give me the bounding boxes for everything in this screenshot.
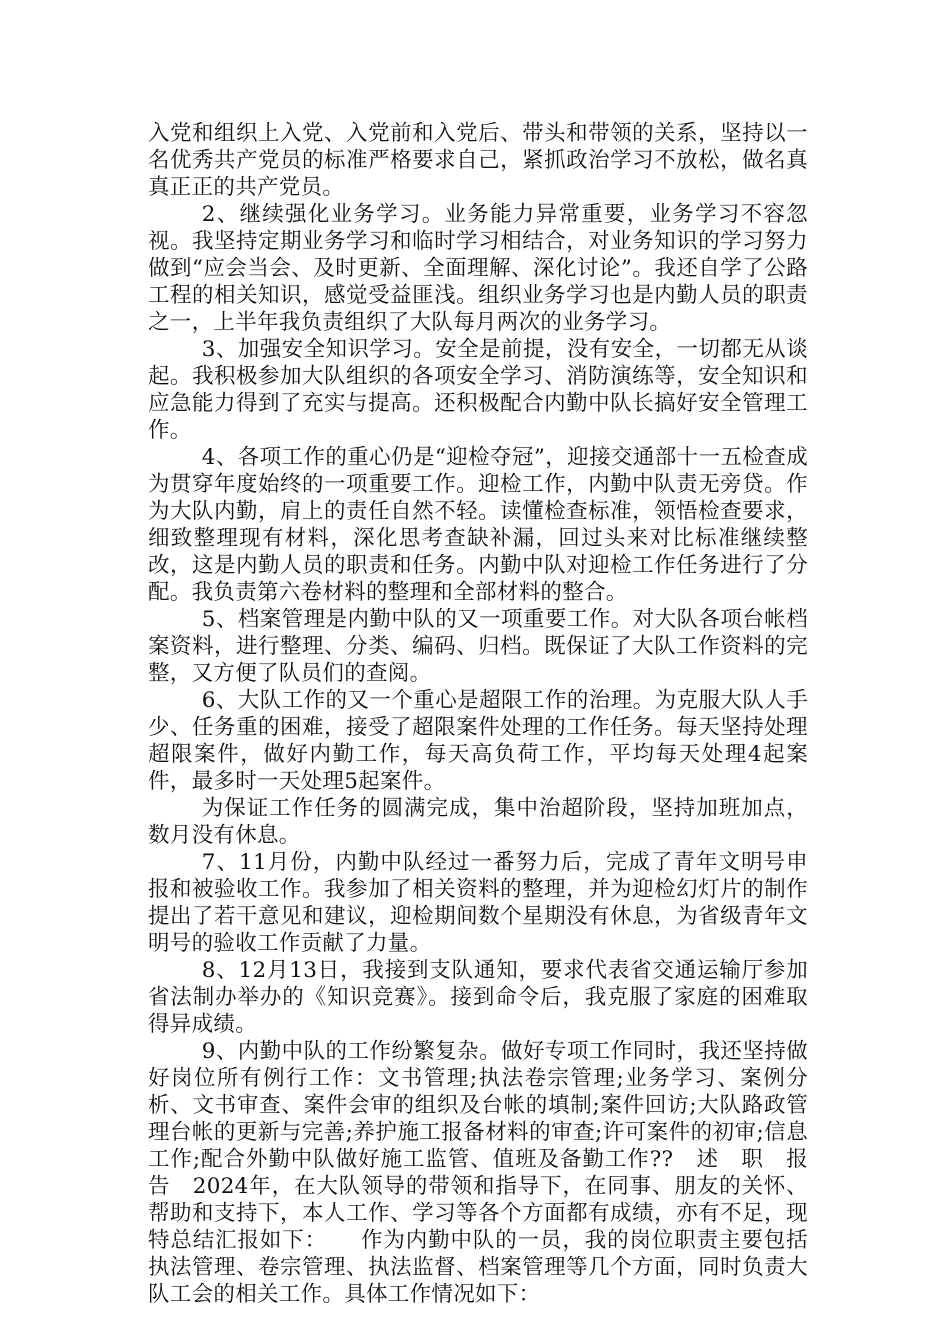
paragraph-overload-control: 6、大队工作的又一个重心是超限工作的治理。为克服大队人手少、任务重的困难，接受了超限案件处理的工作任务。每天坚持处理超限案件，做好内勤工作，每天高负荷工作，平均每天处理4起案件，最多时一天处理5起案件。: [148, 688, 808, 794]
document-body: [148, 120, 830, 1308]
paragraph-knowledge-contest: 8、12月13日，我接到支队通知，要求代表省交通运输厅参加省法制办举办的《知识竞赛》。接到命令后，我克服了家庭的困难取得异成绩。: [148, 958, 808, 1037]
paragraph-archive-management: 5、档案管理是内勤中队的又一项重要工作。对大队各项台帐档案资料，进行整理、分类、编码、归档。既保证了大队工作资料的完整，又方便了队员们的查阅。: [148, 607, 808, 686]
paragraph-party-membership: 入党和组织上入党、入党前和入党后、带头和带领的关系，坚持以一名优秀共产党员的标准严格要求自己，紧抓政治学习不放松，做名真真正正的共产党员。: [148, 121, 808, 200]
paragraph-inspection: 4、各项工作的重心仍是“迎检夺冠”，迎接交通部十一五检查成为贯穿年度始终的一项重要工作。迎检工作，内勤中队责无旁贷。作为大队内勤，肩上的责任自然不轻。读懂检查标准，领悟检查要求，细致整理现有材料，深化思考查缺补漏，回过头来对比标准继续整改，这是内勤人员的职责和任务。内勤中队对迎检工作任务进行了分配。我负责第六卷材料的整理和全部材料的整合。: [148, 445, 808, 605]
paragraph-safety-study: 3、加强安全知识学习。安全是前提，没有安全，一切都无从谈起。我积极参加大队组织的各项安全学习、消防演练等，安全知识和应急能力得到了充实与提高。还积极配合内勤中队长搞好安全管理工作。: [148, 337, 808, 443]
paragraph-business-study: 2、继续强化业务学习。业务能力异常重要，业务学习不容忽视。我坚持定期业务学习和临时学习相结合，对业务知识的学习努力做到“应会当会、及时更新、全面理解、深化讨论”。我还自学了公路工程的相关知识，感觉受益匪浅。组织业务学习也是内勤人员的职责之一，上半年我负责组织了大队每月两次的业务学习。: [148, 202, 808, 335]
paragraph-overtime: 为保证工作任务的圆满完成，集中治超阶段，坚持加班加点，数月没有休息。: [148, 796, 808, 848]
paragraph-youth-civilization: 7、11月份，内勤中队经过一番努力后，完成了青年文明号申报和被验收工作。我参加了相关资料的整理，并为迎检幻灯片的制作提出了若干意见和建议，迎检期间数个星期没有休息，为省级青年文明号的验收工作贡献了力量。: [148, 850, 808, 956]
paragraph-routine-work: 9、内勤中队的工作纷繁复杂。做好专项工作同时，我还坚持做好岗位所有例行工作：文书管理;执法卷宗管理;业务学习、案例分析、文书审查、案件会审的组织及台帐的填制;案件回访;大队路政管理台帐的更新与完善;养护施工报备材料的审查;许可案件的初审;信息工作;配合外勤中队做好施工监管、值班及备勤工作?? 述 职 报 告 2024年，在大队领导的带领和指导下，在同事、朋友的关怀、帮助和支持下，本人工作、学习等各个方面都有成绩，亦有不足，现特总结汇报如下： 作为内勤中队的一员，我的岗位职责主要包括执法管理、卷宗管理、执法监督、档案管理等几个方面，同时负责大队工会的相关工作。具体工作情况如下：: [148, 1039, 830, 1307]
